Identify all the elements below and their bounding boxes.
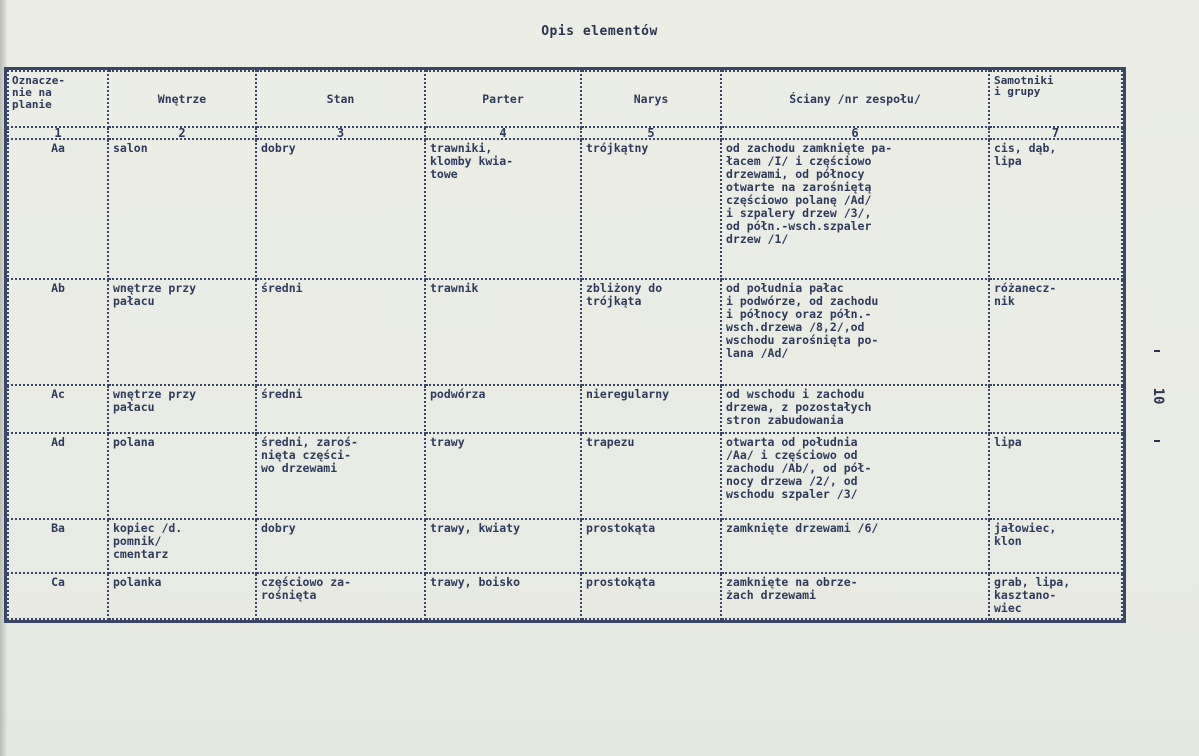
page-number: 10 xyxy=(1150,387,1166,405)
cell-wnetrze: polana xyxy=(108,433,256,519)
cell-samotniki: jałowiec, klon xyxy=(989,519,1122,573)
table-row xyxy=(8,385,1122,433)
cell-id: Ca xyxy=(8,573,108,619)
column-number: 4 xyxy=(425,127,581,139)
cell-stan: dobry xyxy=(256,519,425,573)
cell-samotniki: grab, lipa, kasztano- wiec xyxy=(989,573,1122,619)
cell-stan: średni xyxy=(256,385,425,433)
header-wnetrze: Wnętrze xyxy=(108,71,256,127)
cell-samotniki: lipa xyxy=(989,433,1122,519)
column-number: 7 xyxy=(989,127,1122,139)
column-number: 3 xyxy=(256,127,425,139)
cell-parter: trawy xyxy=(425,433,581,519)
cell-stan: dobry xyxy=(256,139,425,279)
cell-wnetrze: kopiec /d. pomnik/ cmentarz xyxy=(108,519,256,573)
table-row xyxy=(8,139,1122,279)
table-row xyxy=(8,519,1122,573)
header-samotniki: Samotniki i grupy xyxy=(989,71,1122,127)
table-row xyxy=(8,433,1122,519)
cell-id: Aa xyxy=(8,139,108,279)
cell-sciany: od południa pałac i podwórze, od zachodu i północy oraz półn.- wsch.drzewa /8,2/,od wschodu zarośnięta po- lana /Ad/ xyxy=(721,279,989,385)
cell-stan: średni xyxy=(256,279,425,385)
cell-samotniki xyxy=(989,385,1122,433)
cell-id: Ad xyxy=(8,433,108,519)
cell-narys: nieregularny xyxy=(581,385,721,433)
cell-sciany: od wschodu i zachodu drzewa, z pozostałych stron zabudowania xyxy=(721,385,989,433)
cell-samotniki: cis, dąb, lipa xyxy=(989,139,1122,279)
page-number-dash-top xyxy=(1154,350,1160,352)
column-number-row xyxy=(8,127,1122,139)
cell-id: Ba xyxy=(8,519,108,573)
header-narys: Narys xyxy=(581,71,721,127)
cell-sciany: zamknięte na obrze- żach drzewami xyxy=(721,573,989,619)
cell-narys: prostokąta xyxy=(581,573,721,619)
cell-wnetrze: salon xyxy=(108,139,256,279)
header-parter: Parter xyxy=(425,71,581,127)
cell-stan: częściowo za- rośnięta xyxy=(256,573,425,619)
cell-parter: podwórza xyxy=(425,385,581,433)
cell-id: Ab xyxy=(8,279,108,385)
page-title: Opis elementów xyxy=(541,24,658,39)
table-row xyxy=(8,279,1122,385)
cell-narys: trójkątny xyxy=(581,139,721,279)
table-row xyxy=(8,573,1122,619)
page-edge xyxy=(0,0,7,756)
page-number-dash-bottom xyxy=(1154,440,1160,442)
cell-narys: trapezu xyxy=(581,433,721,519)
cell-sciany: od zachodu zamknięte pa- łacem /I/ i częściowo drzewami, od północy otwarte na zarośniętą częściowo polanę /Ad/ i szpalery drzew /3/, od półn.-wsch.szpaler drzew /1/ xyxy=(721,139,989,279)
cell-parter: trawy, kwiaty xyxy=(425,519,581,573)
header-sciany: Ściany /nr zespołu/ xyxy=(721,71,989,127)
elements-table xyxy=(7,70,1123,620)
header-stan: Stan xyxy=(256,71,425,127)
column-number: 6 xyxy=(721,127,989,139)
cell-parter: trawy, boisko xyxy=(425,573,581,619)
cell-sciany: otwarta od południa /Aa/ i częściowo od zachodu /Ab/, od pół- nocy drzewa /2/, od wschodu szpaler /3/ xyxy=(721,433,989,519)
cell-parter: trawnik xyxy=(425,279,581,385)
header-row xyxy=(8,71,1122,127)
cell-sciany: zamknięte drzewami /6/ xyxy=(721,519,989,573)
cell-narys: zbliżony do trójkąta xyxy=(581,279,721,385)
cell-wnetrze: polanka xyxy=(108,573,256,619)
column-number: 5 xyxy=(581,127,721,139)
column-number: 1 xyxy=(8,127,108,139)
cell-stan: średni, zaroś- nięta części- wo drzewami xyxy=(256,433,425,519)
cell-samotniki: różanecz- nik xyxy=(989,279,1122,385)
cell-parter: trawniki, klomby kwia- towe xyxy=(425,139,581,279)
column-number: 2 xyxy=(108,127,256,139)
cell-narys: prostokąta xyxy=(581,519,721,573)
cell-wnetrze: wnętrze przy pałacu xyxy=(108,385,256,433)
header-oznaczenie: Oznacze- nie na planie xyxy=(8,71,108,127)
cell-id: Ac xyxy=(8,385,108,433)
cell-wnetrze: wnętrze przy pałacu xyxy=(108,279,256,385)
